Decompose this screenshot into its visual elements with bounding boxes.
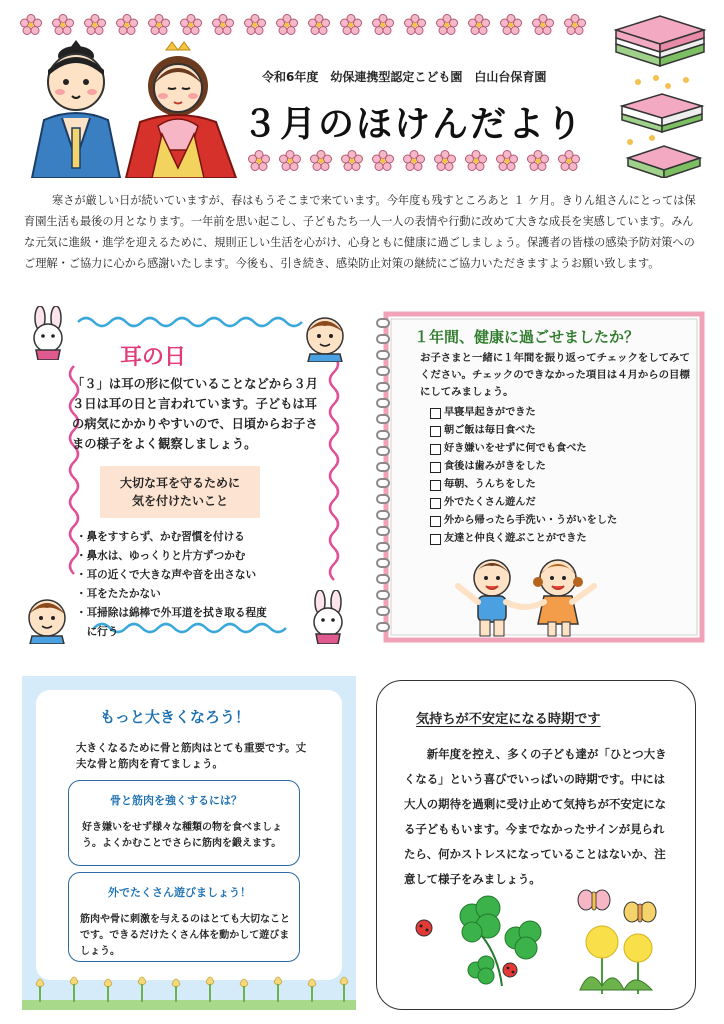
- ladybug-icon: [503, 963, 517, 977]
- checklist-item[interactable]: 外から帰ったら手洗い・うがいをした: [430, 512, 617, 530]
- checkbox[interactable]: [430, 498, 441, 509]
- checkbox[interactable]: [430, 462, 441, 473]
- flower-icon: [212, 14, 234, 36]
- flower-icon: [308, 14, 330, 36]
- flower-icon: [244, 14, 266, 36]
- flower-icon: [20, 14, 42, 36]
- checkbox[interactable]: [430, 516, 441, 527]
- notebook-rings: [376, 318, 396, 638]
- flower-icon: [52, 14, 74, 36]
- checkbox[interactable]: [430, 426, 441, 437]
- bones-muscles-text: 好き嫌いをせず様々な種類の物を食べましょう。よくかむことでさらに筋肉を鍛えます。: [82, 822, 282, 849]
- notebook-ring-icon: [376, 526, 390, 536]
- kids-illustration: [444, 556, 614, 640]
- boy-icon: [458, 560, 510, 636]
- flower-icon: [403, 150, 425, 172]
- emperor-doll-icon: [32, 40, 120, 178]
- checklist-item[interactable]: 朝ご飯は毎日食べた: [430, 422, 617, 440]
- notebook-ring-icon: [376, 622, 390, 632]
- notebook-ring-icon: [376, 606, 390, 616]
- flower-icon: [468, 14, 490, 36]
- notebook-ring-icon: [376, 334, 390, 344]
- list-item: ・耳の近くで大きな声や音を出さない: [76, 569, 257, 581]
- checklist-item[interactable]: 食後は歯みがきをした: [430, 458, 617, 476]
- notebook-ring-icon: [376, 574, 390, 584]
- checkbox[interactable]: [430, 444, 441, 455]
- flower-icon: [527, 150, 549, 172]
- notebook-ring-icon: [376, 430, 390, 440]
- grow-text: 大きくなるために骨と筋肉はとても重要です。丈夫な骨と筋肉を育てましょう。: [76, 742, 307, 770]
- notebook-ring-icon: [376, 446, 390, 456]
- flower-icon: [500, 14, 522, 36]
- health-checklist: [430, 404, 617, 548]
- notebook-ring-icon: [376, 510, 390, 520]
- checklist-item[interactable]: 早寝早起きができた: [430, 404, 617, 422]
- outdoor-play-text: 筋肉や骨に刺激を与えるのはとても大切なことです。できるだけたくさん体を動かして遊びましょう。: [80, 914, 290, 957]
- checkbox[interactable]: [430, 408, 441, 419]
- flower-icon: [276, 14, 298, 36]
- mochi-stack-middle: [622, 94, 702, 132]
- list-item: に行う: [76, 626, 119, 638]
- ear-day-title: 耳の日: [120, 345, 187, 370]
- flower-icon: [564, 14, 586, 36]
- school-subtitle: 令和6年度 幼保連携型認定こども園 白山台保育園: [262, 70, 547, 84]
- flower-icon: [436, 14, 458, 36]
- flower-icon: [532, 14, 554, 36]
- list-item: ・鼻水は、ゆっくりと片方ずつかむ: [76, 550, 246, 562]
- flower-icon: [341, 150, 363, 172]
- boy-face-icon: [302, 314, 348, 362]
- flower-border-top: [20, 14, 586, 36]
- checkbox[interactable]: [430, 534, 441, 545]
- flower-icon: [404, 14, 426, 36]
- mochi-stack-bottom: [628, 146, 700, 178]
- empress-doll-icon: [126, 42, 236, 178]
- butterfly-icon: [578, 890, 610, 910]
- clover-icon: [460, 896, 541, 984]
- list-item: ・鼻をすすらず、かむ習慣を付ける: [76, 531, 245, 543]
- notebook-ring-icon: [376, 590, 390, 600]
- ear-care-list: [76, 528, 308, 642]
- checklist-item[interactable]: 友達と仲良く遊ぶことができた: [430, 530, 617, 548]
- flower-icon: [372, 150, 394, 172]
- boy-face-icon: [24, 596, 70, 644]
- notebook-ring-icon: [376, 318, 390, 328]
- flower-icon: [434, 150, 456, 172]
- flower-icon: [372, 14, 394, 36]
- flower-icon: [340, 14, 362, 36]
- notebook-ring-icon: [376, 382, 390, 392]
- notebook-ring-icon: [376, 414, 390, 424]
- intro-paragraph: 寒さが厳しい日が続いていますが、春はもうそこまで来ています。今年度も残すところあと １ ケ月。きりん組さんにとっては保育園生活も最後の月となります。一年前を思い起こし、子どもたち一人一人の表情や行動に改めて大きな成長を実感しています。みんな元気に進級・進学を迎えるために、規則正しい生活を心がけ、心身ともに健康に過ごしましょう。保護者の皆様の感染予防対策へのご理解・ご協力に心から感謝いたします。今後も、引き続き、感染防止対策の継続にご協力いただきますようお願い致します。: [24, 194, 696, 270]
- bones-muscles-title: 骨と筋肉を強くするには？: [110, 794, 242, 807]
- page-title: ３月のほけんだより: [242, 104, 585, 145]
- flower-icon: [558, 150, 580, 172]
- flower-icon: [465, 150, 487, 172]
- ladybug-icon: [416, 920, 432, 936]
- hina-dolls-illustration: [22, 40, 244, 178]
- rabbit-icon: [306, 590, 350, 644]
- butterfly-icon: [624, 902, 656, 922]
- flower-icon: [310, 150, 332, 172]
- grow-title: もっと大きくなろう！: [100, 708, 251, 726]
- outdoor-play-title: 外でたくさん遊びましょう！: [108, 886, 251, 899]
- notebook-ring-icon: [376, 494, 390, 504]
- list-item: ・耳をたたかない: [76, 588, 161, 600]
- notebook-ring-icon: [376, 542, 390, 552]
- hishi-mochi-illustration: [608, 8, 718, 178]
- flower-icon: [279, 150, 301, 172]
- flower-icon: [180, 14, 202, 36]
- spring-illustration: [406, 886, 676, 996]
- notebook-ring-icon: [376, 462, 390, 472]
- flower-icon: [84, 14, 106, 36]
- mood-text: 新年度を控え、多くの子ども達が「ひとつ大きくなる」という喜びでいっぱいの時期です。中には大人の期待を過剰に受け止めて気持ちが不安定になる子どももいます。今までなかったサインが見られたら、何かストレスになっていることはないか、注意して様子をみましょう。: [404, 747, 667, 886]
- notebook-ring-icon: [376, 558, 390, 568]
- checkbox[interactable]: [430, 480, 441, 491]
- flower-icon: [496, 150, 518, 172]
- list-item: ・耳掃除は綿棒で外耳道を拭き取る程度: [76, 607, 267, 619]
- mood-title: 気持ちが不安定になる時期です: [416, 712, 601, 727]
- ear-callout: 大切な耳を守るために 気を付けたいこと: [100, 466, 260, 518]
- notebook-ring-icon: [376, 350, 390, 360]
- flower-icon: [148, 14, 170, 36]
- notebook-ring-icon: [376, 366, 390, 376]
- tulip-border: [22, 962, 356, 1010]
- checklist-item[interactable]: 好き嫌いをせずに何でも食べた: [430, 440, 617, 458]
- ear-day-text: 「３」は耳の形に似ていることなどから３月３日は耳の日と言われています。子どもは耳の病気にかかりやすいので、日頃からお子さまの様子をよく観察しましょう。: [72, 377, 318, 451]
- notebook-title: １年間、健康に過ごせましたか？: [414, 328, 640, 346]
- flower-border-bottom: [248, 150, 580, 172]
- flower-icon: [248, 150, 270, 172]
- notebook-description: お子さまと一緒に１年間を振り返ってチェックをしてみてください。チェックのできなかった項目は４月からの目標にしてみましょう。: [420, 352, 690, 398]
- girl-icon: [533, 560, 594, 636]
- mochi-stack-top: [616, 16, 704, 66]
- checklist-item[interactable]: 外でたくさん遊んだ: [430, 494, 617, 512]
- checklist-item[interactable]: 毎朝、うんちをした: [430, 476, 617, 494]
- dandelion-icon: [580, 926, 652, 994]
- notebook-ring-icon: [376, 398, 390, 408]
- notebook-ring-icon: [376, 478, 390, 488]
- flower-icon: [116, 14, 138, 36]
- rabbit-icon: [26, 306, 70, 360]
